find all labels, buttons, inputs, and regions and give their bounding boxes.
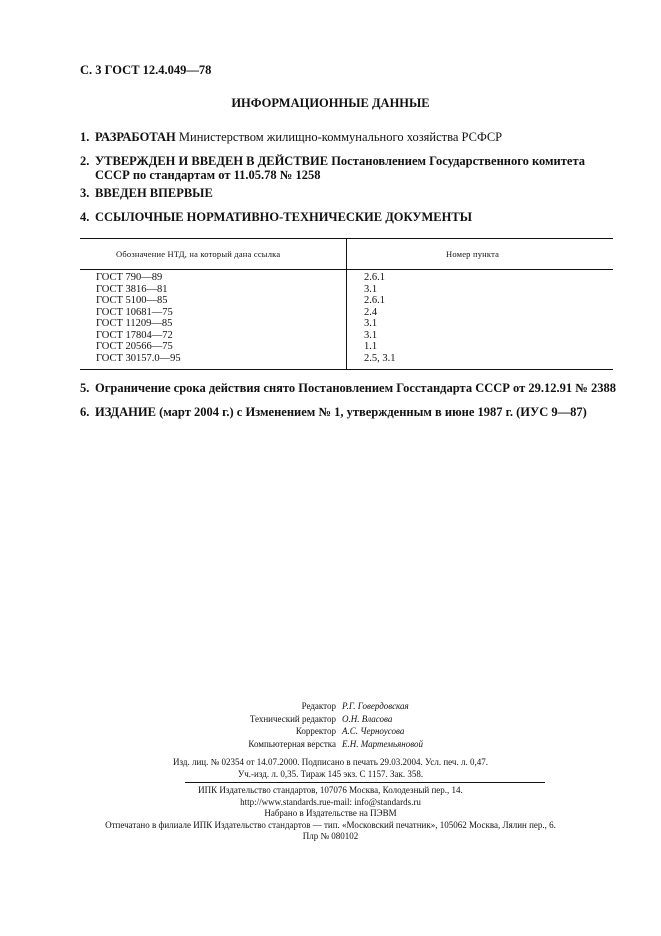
section-edition xyxy=(80,405,620,419)
imprint-line: Изд. лиц. № 02354 от 14.07.2000. Подписано в печать 29.03.2004. Усл. печ. л. 0,47. xyxy=(173,757,488,767)
cell-designation: ГОСТ 5100—85 xyxy=(96,295,168,306)
section-validity xyxy=(80,381,620,395)
cell-designation: ГОСТ 3816—81 xyxy=(96,283,168,295)
publisher-address: ИПК Издательство стандартов, 107076 Москва, Колодезный пер., 14. xyxy=(198,785,463,795)
cell-clause: 2.6.1 xyxy=(364,272,385,283)
table-body xyxy=(80,270,613,369)
section-text: ИЗДАНИЕ (март 2004 г.) с Изменением № 1, утвержденным в июне 1987 г. (ИУС 9—87) xyxy=(95,405,587,419)
credit-editor xyxy=(0,700,661,713)
section-number: 3. xyxy=(80,186,90,200)
table-row xyxy=(80,284,613,296)
section-number: 5. xyxy=(80,381,90,395)
section-first-introduced xyxy=(80,186,620,200)
section-number: 6. xyxy=(80,405,90,419)
section-number: 1. xyxy=(80,130,90,144)
table-row xyxy=(80,341,613,353)
cell-clause: 2.5, 3.1 xyxy=(364,352,396,364)
publisher-website: http://www.standards.ru xyxy=(240,796,327,807)
cell-clause: 3.1 xyxy=(364,318,378,329)
publisher-typeset: Набрано в Издательстве на ПЭВМ xyxy=(264,808,397,818)
document-title: ИНФОРМАЦИОННЫЕ ДАННЫЕ xyxy=(231,96,430,110)
credit-proofreader xyxy=(0,725,661,738)
section-approved xyxy=(80,154,620,182)
section-lead: РАЗРАБОТАН xyxy=(95,130,176,144)
cell-designation: ГОСТ 20566—75 xyxy=(96,341,173,352)
table-row xyxy=(80,330,613,342)
credit-layout xyxy=(0,738,661,751)
table-row xyxy=(80,295,613,307)
table-header xyxy=(80,239,613,270)
publisher-email: e-mail: info@standards.ru xyxy=(326,796,421,807)
section-text: Ограничение срока действия снято Постановлением Госстандарта СССР от 29.12.91 № 2388 xyxy=(95,381,616,395)
credit-technical-editor xyxy=(0,713,661,726)
cell-clause: 3.1 xyxy=(364,283,378,295)
section-reference-documents xyxy=(80,210,620,224)
cell-designation: ГОСТ 10681—75 xyxy=(96,306,173,318)
section-number: 2. xyxy=(80,154,90,168)
credit-role: Корректор xyxy=(295,726,336,736)
cell-designation: ГОСТ 30157.0—95 xyxy=(96,352,181,364)
section-lead: ССЫЛОЧНЫЕ НОРМАТИВНО-ТЕХНИЧЕСКИЕ ДОКУМЕНТЫ xyxy=(95,210,472,224)
imprint-divider xyxy=(185,782,545,783)
credit-role: Редактор xyxy=(301,701,336,711)
cell-clause: 3.1 xyxy=(364,329,378,341)
table-row xyxy=(80,307,613,319)
credit-person: Р.Г. Говердовская xyxy=(342,701,409,711)
section-lead: УТВЕРЖДЕН И ВВЕДЕН В ДЕЙСТВИЕ xyxy=(95,154,329,168)
section-number: 4. xyxy=(80,210,90,224)
table-row xyxy=(80,272,613,284)
credit-role: Компьютерная верстка xyxy=(248,738,336,749)
imprint-line: Уч.-изд. л. 0,35. Тираж 145 экз. С 1157. Зак. 358. xyxy=(237,768,424,779)
publisher-contacts xyxy=(0,797,661,809)
section-developed xyxy=(80,130,620,144)
cell-clause: 2.6.1 xyxy=(364,295,385,306)
credits-block xyxy=(0,700,661,750)
publisher-printed: Отпечатано в филиале ИПК Издательство стандартов — тип. «Московский печатник», 105062 Москва, Лялин пер., 6. xyxy=(105,819,556,830)
table-row xyxy=(80,318,613,330)
section-lead: ВВЕДЕН ВПЕРВЫЕ xyxy=(95,186,213,200)
column-header-designation: Обозначение НТД, на который дана ссылка xyxy=(116,249,281,259)
column-header-clause: Номер пункта xyxy=(446,249,500,259)
imprint-block xyxy=(0,757,661,780)
cell-clause: 2.4 xyxy=(364,306,378,318)
credit-person: О.Н. Власова xyxy=(342,713,393,724)
credit-person: А.С. Черноусова xyxy=(342,726,405,736)
cell-designation: ГОСТ 17804—72 xyxy=(96,329,173,341)
reference-table xyxy=(80,238,613,370)
cell-designation: ГОСТ 11209—85 xyxy=(96,318,173,329)
table-row xyxy=(80,353,613,365)
credit-role: Технический редактор xyxy=(249,713,336,724)
publisher-block xyxy=(0,785,661,843)
cell-designation: ГОСТ 790—89 xyxy=(96,272,163,283)
publisher-license: Плр № 080102 xyxy=(302,831,359,841)
cell-clause: 1.1 xyxy=(364,341,378,352)
credit-person: Е.Н. Мартемьяновой xyxy=(342,738,424,749)
section-text: Министерством жилищно-коммунального хозяйства РСФСР xyxy=(175,130,503,144)
section-text: Постановлением Государственного комитета СССР по стандартам от 11.05.78 № 1258 xyxy=(95,154,585,182)
page-header: С. 3 ГОСТ 12.4.049—78 xyxy=(80,63,212,77)
